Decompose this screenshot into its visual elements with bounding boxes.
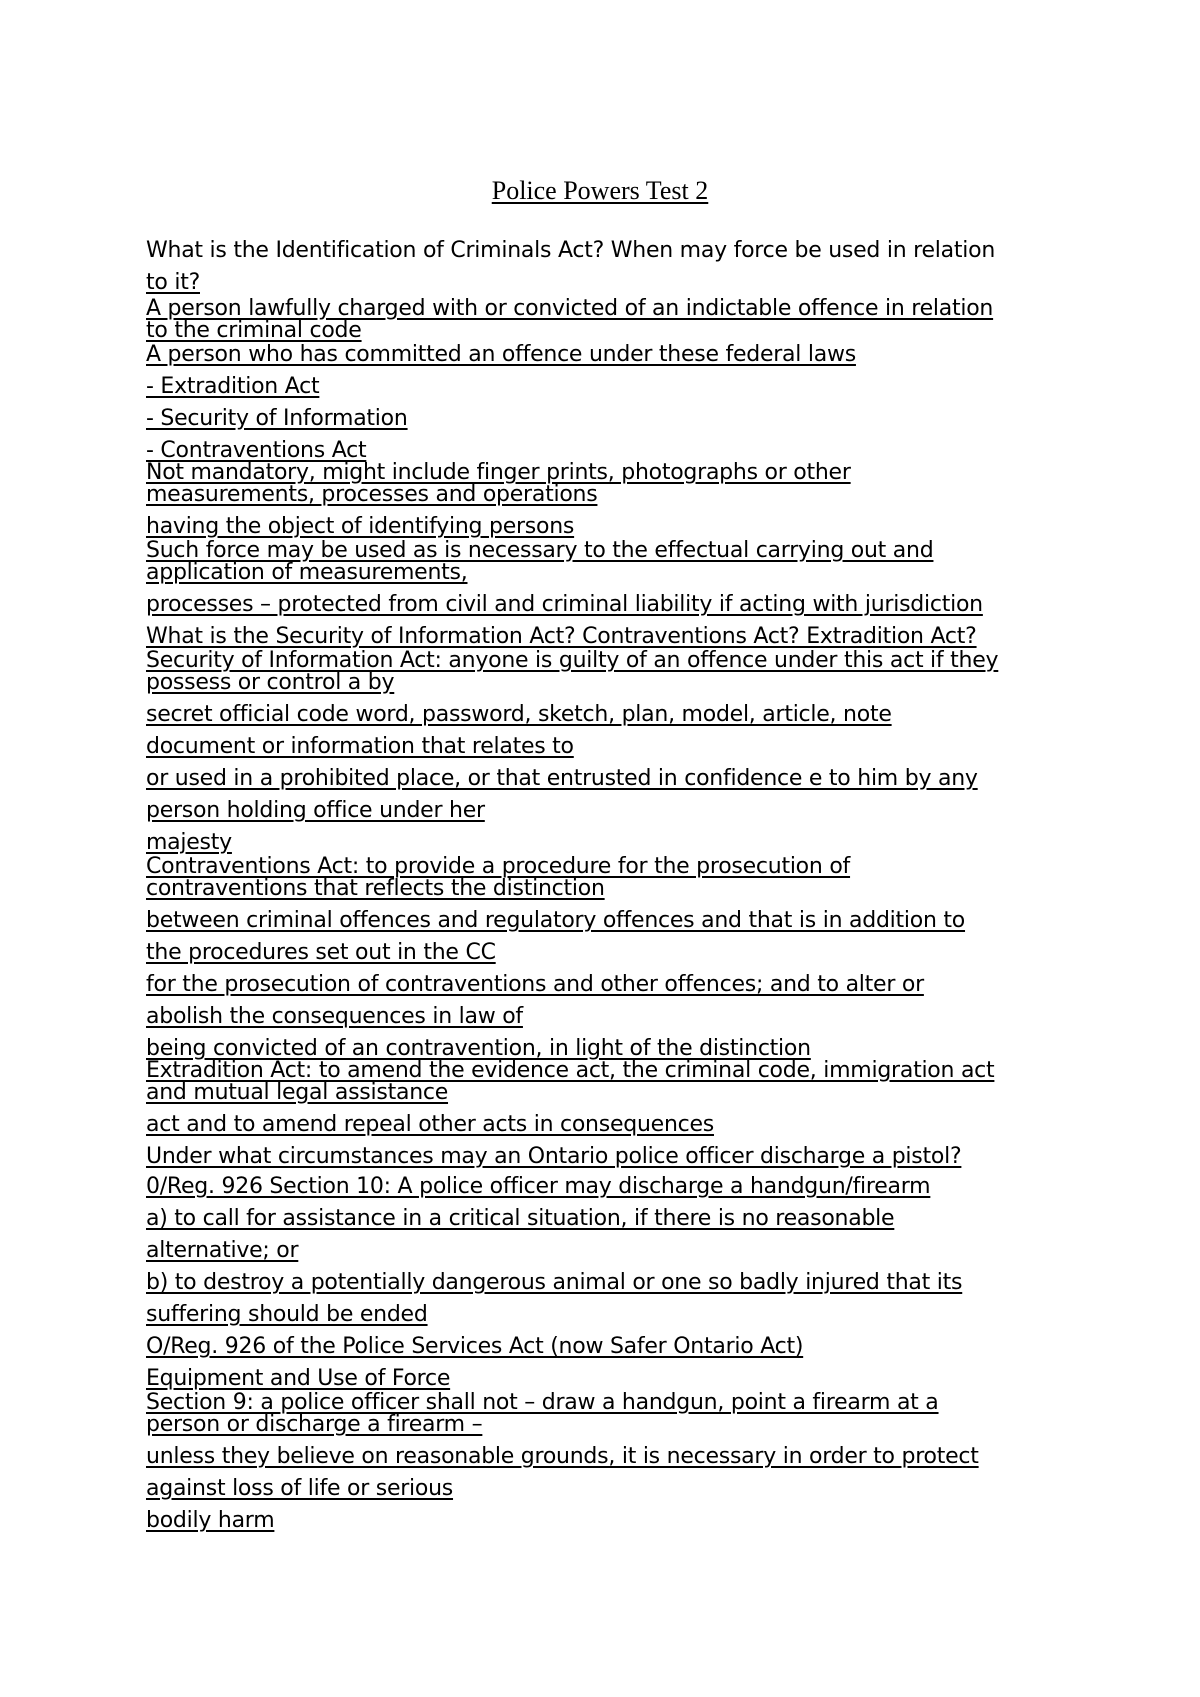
text-line: being convicted of an contravention, in light of the distinction	[146, 1036, 811, 1061]
text-line: Security of Information Act: anyone is guilty of an offence under this act if they	[146, 648, 999, 673]
text-line: application of measurements,	[146, 560, 468, 585]
text-line: against loss of life or serious	[146, 1476, 454, 1501]
text-line: b) to destroy a potentially dangerous animal or one so badly injured that its	[146, 1270, 963, 1295]
text-line: - Contraventions Act	[146, 438, 367, 463]
text-line: to the criminal code	[146, 318, 362, 343]
text-line: the procedures set out in the CC	[146, 940, 496, 965]
text-line: abolish the consequences in law of	[146, 1004, 523, 1029]
text-line: majesty	[146, 830, 232, 855]
text-line: What is the Security of Information Act? Contraventions Act? Extradition Act?	[146, 624, 977, 649]
text-line: alternative; or	[146, 1238, 299, 1263]
text-line: for the prosecution of contraventions and other offences; and to alter or	[146, 972, 924, 997]
text-line: 0/Reg. 926 Section 10: A police officer may discharge a handgun/firearm	[146, 1174, 931, 1199]
text-line: act and to amend repeal other acts in consequences	[146, 1112, 714, 1137]
text-line: unless they believe on reasonable grounds, it is necessary in order to protect	[146, 1444, 979, 1469]
text-line: - Security of Information	[146, 406, 408, 431]
text-line: Such force may be used as is necessary to the effectual carrying out and	[146, 538, 934, 563]
text-line: having the object of identifying persons	[146, 514, 575, 539]
text-line: a) to call for assistance in a critical situation, if there is no reasonable	[146, 1206, 895, 1231]
text-line: measurements, processes and operations	[146, 482, 598, 507]
text-line: Under what circumstances may an Ontario police officer discharge a pistol?	[146, 1144, 962, 1169]
text-line: Not mandatory, might include finger prints, photographs or other	[146, 460, 851, 485]
text-line: What is the Identification of Criminals Act? When may force be used in relation	[146, 238, 996, 263]
text-line: - Extradition Act	[146, 374, 320, 399]
text-line: person holding office under her	[146, 798, 485, 823]
document-title: Police Powers Test 2	[491, 176, 709, 205]
text-line: document or information that relates to	[146, 734, 574, 759]
text-line: possess or control a by	[146, 670, 395, 695]
text-line: between criminal offences and regulatory offences and that is in addition to	[146, 908, 966, 933]
text-line: Equipment and Use of Force	[146, 1366, 451, 1391]
text-line: or used in a prohibited place, or that entrusted in confidence e to him by any	[146, 766, 978, 791]
text-line: to it?	[146, 270, 200, 295]
text-line: A person who has committed an offence under these federal laws	[146, 342, 856, 367]
text-line: Extradition Act: to amend the evidence act, the criminal code, immigration act	[146, 1058, 995, 1083]
text-line: suffering should be ended	[146, 1302, 428, 1327]
text-line: processes – protected from civil and criminal liability if acting with jurisdiction	[146, 592, 983, 617]
text-line: Section 9: a police officer shall not – draw a handgun, point a firearm at a	[146, 1390, 939, 1415]
text-line: bodily harm	[146, 1508, 275, 1533]
text-line: secret official code word, password, sketch, plan, model, article, note	[146, 702, 892, 727]
text-line: O/Reg. 926 of the Police Services Act (now Safer Ontario Act)	[146, 1334, 804, 1359]
text-line: contraventions that reflects the distinction	[146, 876, 605, 901]
text-line: A person lawfully charged with or convicted of an indictable offence in relation	[146, 296, 994, 321]
text-line: Contraventions Act: to provide a procedure for the prosecution of	[146, 854, 851, 879]
text-line: and mutual legal assistance	[146, 1080, 449, 1105]
text-line: person or discharge a firearm –	[146, 1412, 483, 1437]
